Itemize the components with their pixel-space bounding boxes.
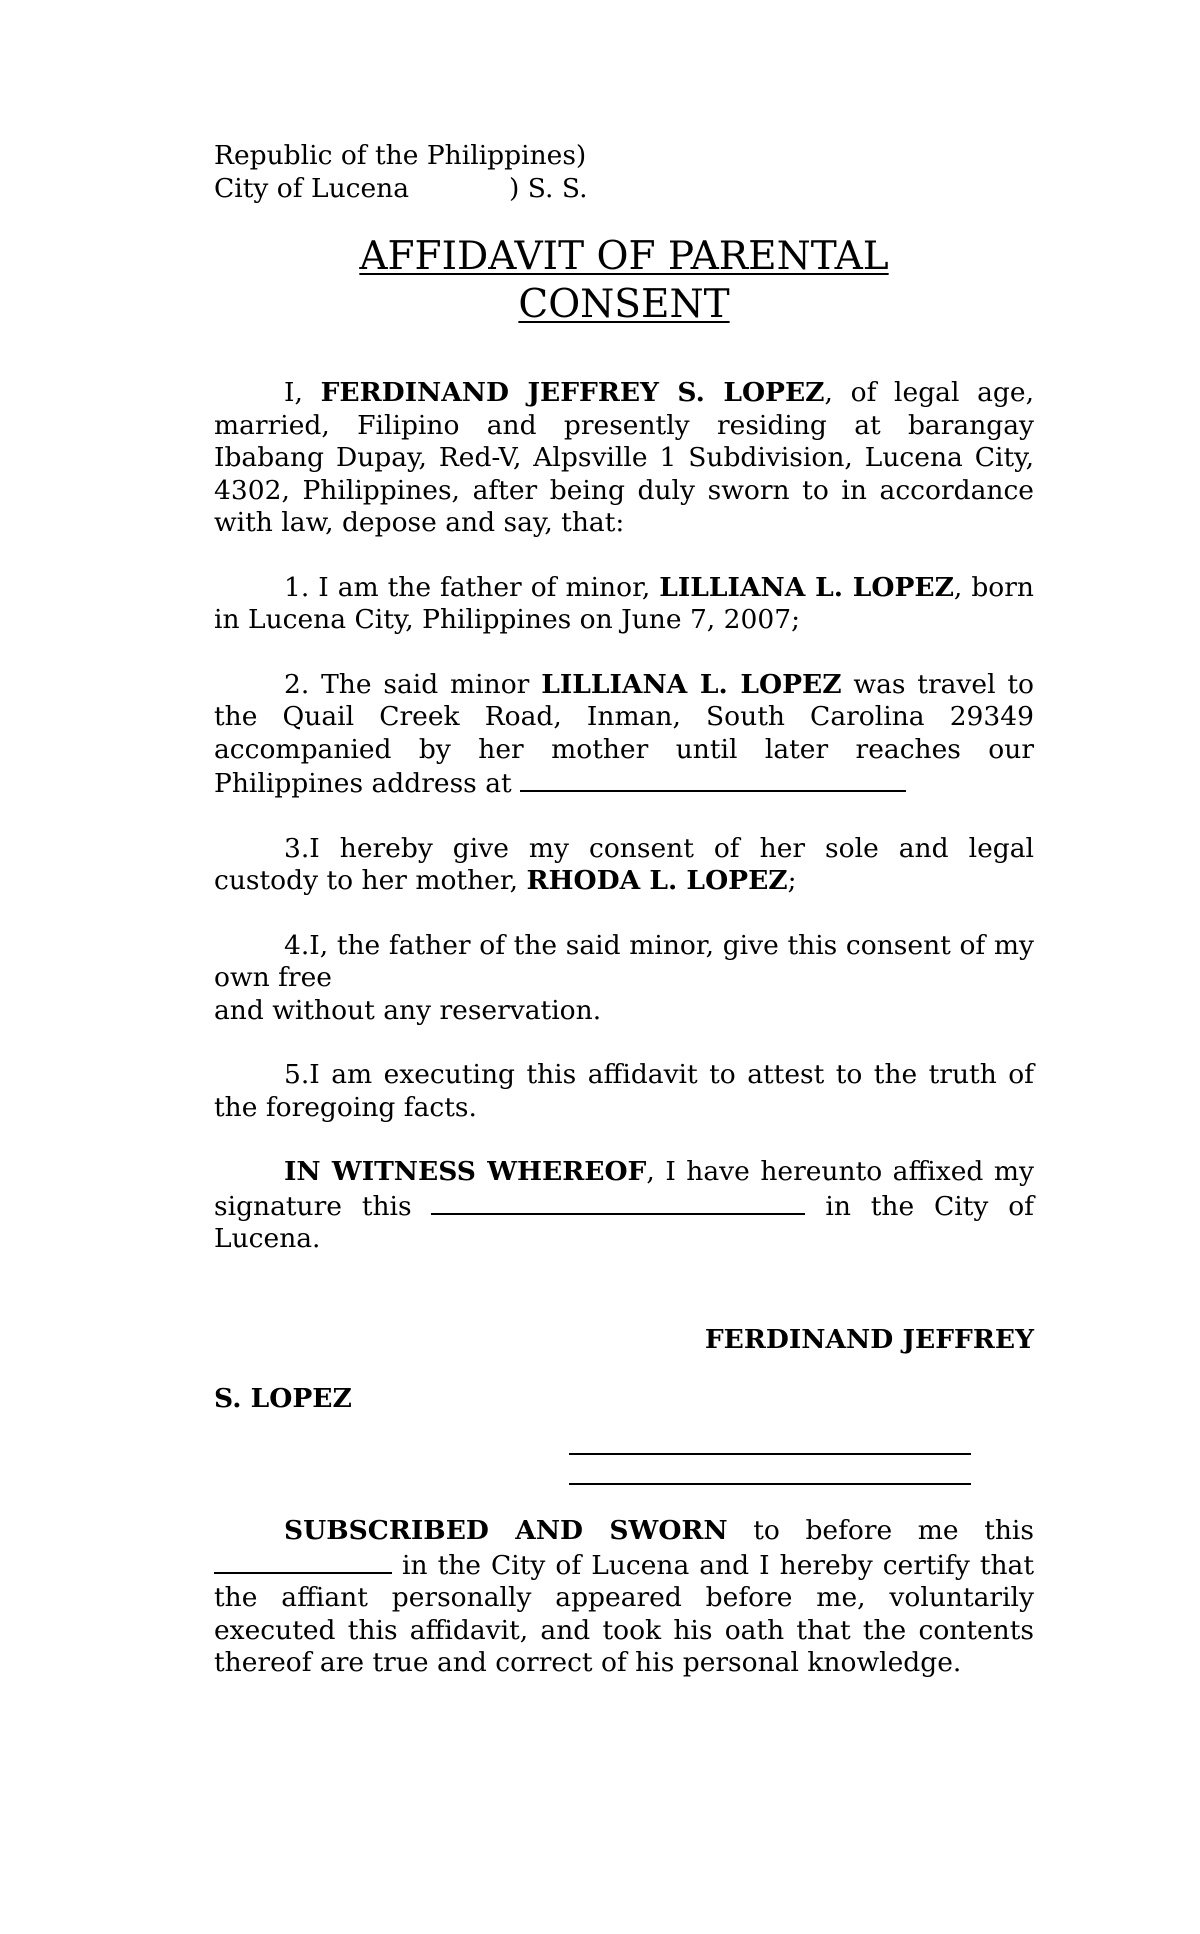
intro-prefix: I, — [284, 377, 321, 408]
venue-block — [214, 140, 1034, 205]
signature-line-2 — [569, 1483, 971, 1485]
item-4-line-1: 4.I, the father of the said minor, give this consent of my own free — [214, 929, 1034, 993]
item-2-prefix: 2. The said minor — [284, 668, 542, 700]
document-title — [214, 233, 1034, 329]
item-4-line-2: and without any reservation. — [214, 994, 602, 1026]
item-5: 5.I am executing this affidavit to attest to the truth of the foregoing facts. — [214, 1059, 1034, 1123]
item-1 — [214, 572, 1034, 637]
jurat-text-1: to before me this — [727, 1515, 1034, 1546]
title-line-1: AFFIDAVIT OF PARENTAL — [359, 234, 889, 279]
item-1-prefix: 1. I am the father of minor, — [284, 571, 660, 603]
signature-lines — [214, 1415, 1034, 1511]
item-1-text: , born in Lucena City, Philippines on June 7, 2007; — [214, 571, 1034, 635]
jurat-heading: SUBSCRIBED AND SWORN — [284, 1515, 728, 1546]
item-3 — [214, 833, 1034, 898]
witness-heading: IN WITNESS WHEREOF — [284, 1156, 647, 1187]
item-4 — [214, 930, 1034, 1028]
venue-republic: Republic of the Philippines) — [214, 140, 587, 171]
venue-city-name: City of Lucena — [214, 172, 410, 204]
item-3-text: ; — [787, 865, 797, 896]
intro-paragraph — [214, 377, 1034, 540]
venue-city — [214, 173, 1034, 206]
affiant-signature-name-line-1: FERDINAND JEFFREY — [704, 1323, 1034, 1355]
intro-text: , of legal age, married, Filipino and presently residing at barangay Ibabang Dupay, Red-V, Alpsville 1 Subdivision, Lucena City, 4302, Philippines, after being duly sworn to in accordance with law, depose and say, that: — [214, 377, 1034, 538]
minor-name: LILLIANA L. LOPEZ — [659, 571, 954, 603]
jurat-text-2: in the City of Lucena and I hereby certify that the affiant personally appeared before me, voluntarily executed this affidavit, and took his oath that the contents thereof are true and correct of his personal knowledge. — [214, 1549, 1034, 1678]
witness-text-1: , I have hereunto affixed my signature this — [214, 1156, 1034, 1222]
minor-name-2: LILLIANA L. LOPEZ — [541, 668, 842, 700]
title-line-2: CONSENT — [518, 282, 730, 327]
jurat-date-blank-line — [214, 1548, 392, 1574]
document-body — [214, 140, 1034, 1680]
affiant-name: FERDINAND JEFFREY S. LOPEZ — [320, 377, 825, 408]
address-blank-line — [520, 766, 906, 792]
mother-name: RHODA L. LOPEZ — [526, 865, 788, 896]
date-blank-line — [431, 1189, 805, 1215]
witness-paragraph — [214, 1156, 1034, 1256]
affiant-signature-name-line-2: S. LOPEZ — [214, 1382, 352, 1414]
jurat-paragraph — [214, 1515, 1034, 1680]
item-2-text: was travel to the Quail Creek Road, Inman, South Carolina 29349 accompanied by her mother until later reaches our Philippines address at — [214, 668, 1034, 799]
witness-text-2: in the City of Lucena. — [214, 1190, 1034, 1254]
item-2 — [214, 669, 1034, 801]
item-3-prefix: 3.I hereby give my consent of her sole and legal custody to her mother, — [214, 832, 1034, 896]
signature-line-1 — [569, 1453, 971, 1455]
venue-ss: ) S. S. — [509, 172, 588, 204]
